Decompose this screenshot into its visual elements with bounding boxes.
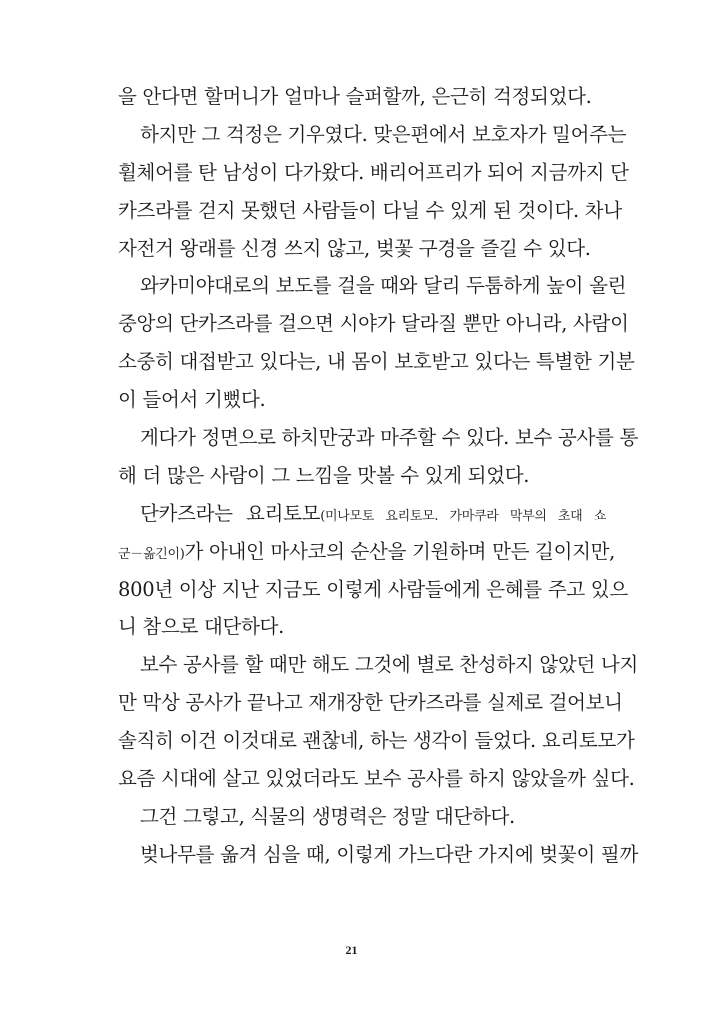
- text-line: 니 참으로 대단하다.: [118, 615, 284, 639]
- text-segment: 단카즈라는 요리토모: [140, 501, 321, 525]
- text-line: 800년 이상 지난 지금도 이렇게 사람들에게 은혜를 주고 있으: [118, 577, 628, 601]
- text-line: 보수 공사를 할 때만 해도 그것에 별로 찬성하지 않았던 나지: [140, 653, 638, 677]
- text-line: 벚나무를 옮겨 심을 때, 이렇게 가느다란 가지에 벚꽃이 필까: [140, 842, 638, 866]
- text-line: 중앙의 단카즈라를 걸으면 시야가 달라질 뿐만 아니라, 사람이: [118, 312, 629, 336]
- text-segment: 가 아내인 마사코의 순산을 기원하며 만든 길이지만,: [184, 539, 616, 563]
- footnote-inline: 군－옮긴이): [118, 546, 185, 562]
- text-line: 그건 그렇고, 식물의 생명력은 정말 대단하다.: [140, 804, 515, 828]
- text-line: 요즘 시대에 살고 있었더라도 보수 공사를 하지 않았을까 싶다.: [118, 767, 635, 791]
- text-line: 카즈라를 걷지 못했던 사람들이 다닐 수 있게 된 것이다. 차나: [118, 198, 622, 222]
- text-line: 휠체어를 탄 남성이 다가왔다. 배리어프리가 되어 지금까지 단: [118, 160, 629, 184]
- text-line: 을 안다면 할머니가 얼마나 슬퍼할까, 은근히 걱정되었다.: [118, 85, 592, 108]
- text-line: 만 막상 공사가 끝나고 재개장한 단카즈라를 실제로 걸어보니: [118, 691, 623, 715]
- body-text: [118, 78, 638, 874]
- text-line: 솔직히 이건 이것대로 괜찮네, 하는 생각이 들었다. 요리토모가: [118, 729, 635, 753]
- text-line: 소중히 대접받고 있다는, 내 몸이 보호받고 있다는 특별한 기분: [118, 350, 635, 374]
- text-line: 게다가 정면으로 하치만궁과 마주할 수 있다. 보수 공사를 통: [140, 426, 638, 450]
- text-line: 하지만 그 걱정은 기우였다. 맞은편에서 보호자가 밀어주는: [140, 122, 627, 146]
- footnote-inline: (미나모토 요리토모. 가마쿠라 막부의 초대 쇼: [320, 508, 606, 524]
- text-line: 해 더 많은 사람이 그 느낌을 맛볼 수 있게 되었다.: [118, 463, 530, 487]
- text-line: [118, 533, 616, 571]
- text-line: 자전거 왕래를 신경 쓰지 않고, 벚꽃 구경을 즐길 수 있다.: [118, 236, 591, 260]
- text-line: [118, 495, 606, 533]
- text-line: 와카미야대로의 보도를 걸을 때와 달리 두툼하게 높이 올린: [140, 274, 627, 298]
- page-number: 21: [345, 943, 358, 957]
- text-line: 이 들어서 기뻤다.: [118, 388, 266, 412]
